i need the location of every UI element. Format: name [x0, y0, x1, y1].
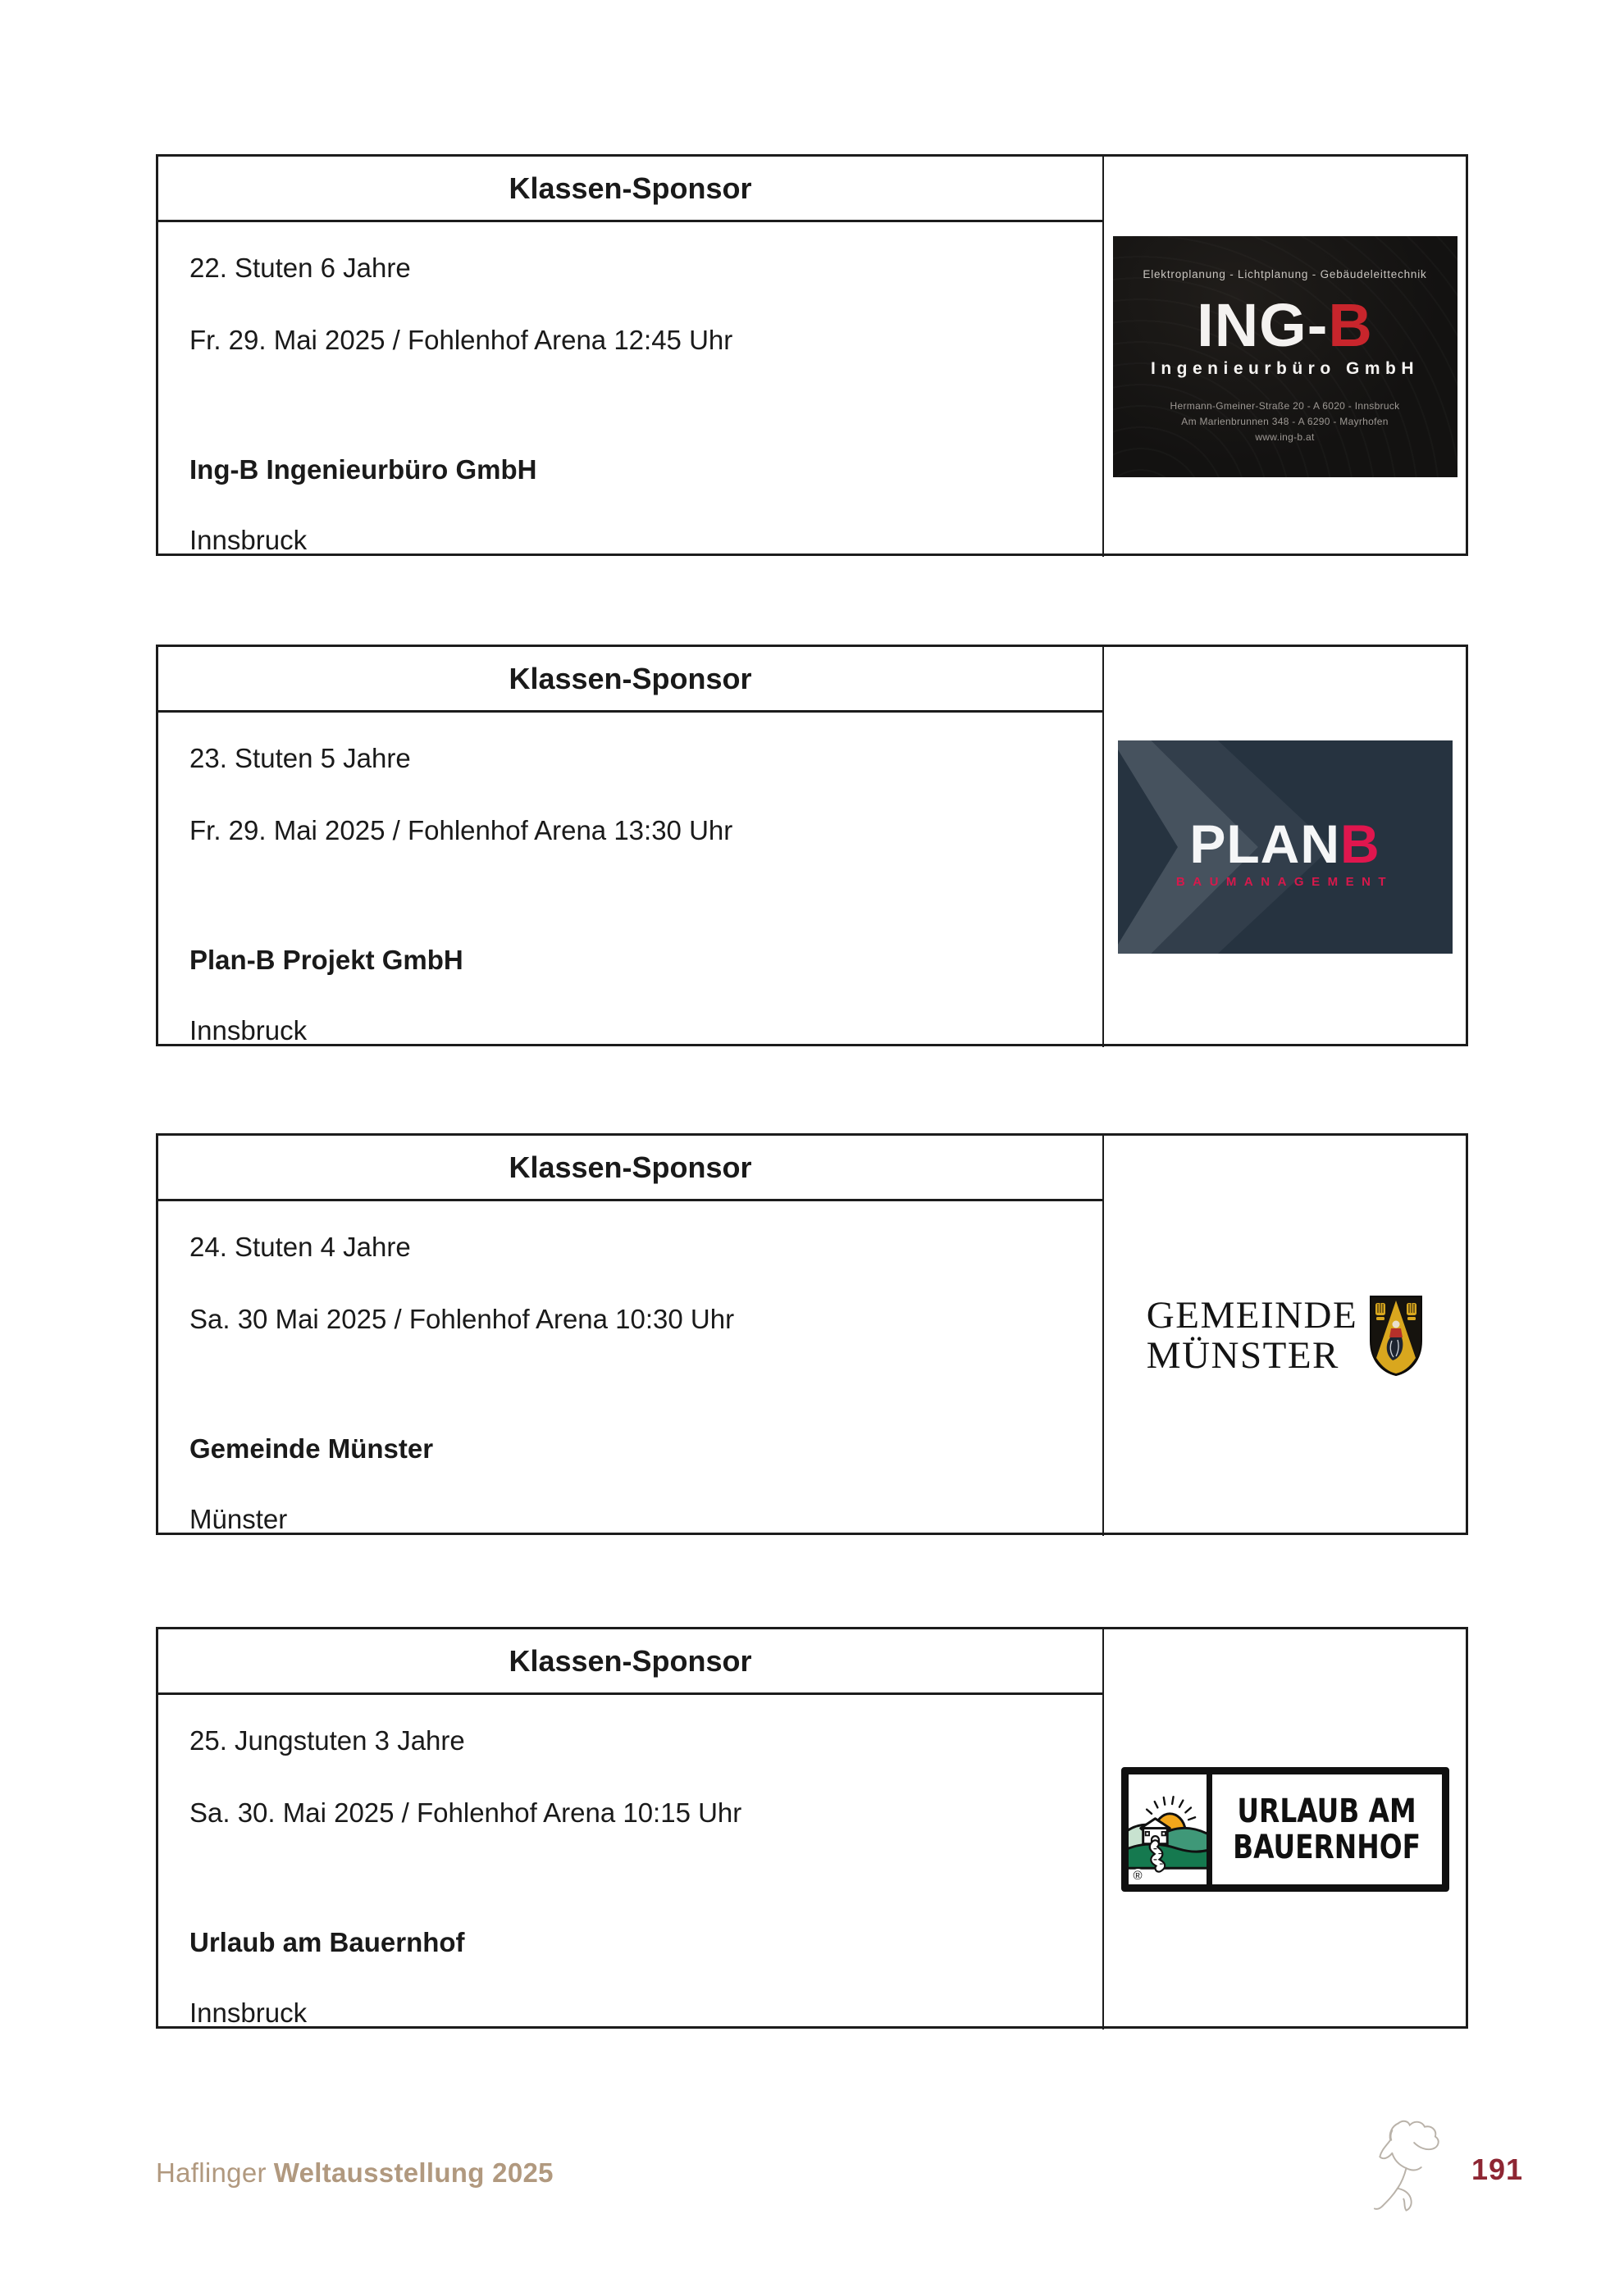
sponsor-city: Innsbruck — [189, 1015, 308, 1046]
urlaub-wordmark-line1: URLAUB AM — [1237, 1793, 1417, 1830]
table-header-label: Klassen-Sponsor — [509, 661, 752, 695]
ing-b-website: www.ing-b.at — [1255, 431, 1315, 444]
gemeinde-muenster-line2: MÜNSTER — [1146, 1334, 1339, 1377]
table-header-label: Klassen-Sponsor — [509, 1643, 752, 1678]
urlaub-am-bauernhof-logo — [1121, 1767, 1449, 1892]
plan-b-logo — [1118, 740, 1453, 954]
table-header-label: Klassen-Sponsor — [509, 171, 752, 205]
sponsor-logo-cell — [1104, 647, 1466, 1047]
page-number: 191 — [1471, 2152, 1524, 2186]
ing-b-tagline: Elektroplanung - Lichtplanung - Gebäudeleittechnik — [1143, 267, 1427, 280]
class-number-line: 25. Jungstuten 3 Jahre — [189, 1725, 465, 1756]
sponsor-city: Innsbruck — [189, 1998, 308, 2028]
schedule-line: Sa. 30. Mai 2025 / Fohlenhof Arena 10:15 Uhr — [189, 1797, 742, 1828]
table-header-label: Klassen-Sponsor — [509, 1150, 752, 1184]
class-number-line: 23. Stuten 5 Jahre — [189, 743, 411, 773]
gemeinde-muenster-logo — [1147, 1295, 1423, 1377]
sponsor-logo-cell — [1104, 1136, 1466, 1536]
urlaub-am-bauernhof-wordmark — [1234, 1774, 1421, 1884]
sponsor-name: Urlaub am Bauernhof — [189, 1927, 465, 1957]
schedule-line: Fr. 29. Mai 2025 / Fohlenhof Arena 12:45 Uhr — [189, 325, 733, 355]
gemeinde-muenster-wordmark — [1147, 1296, 1357, 1376]
ing-b-subtitle: Ingenieurbüro GmbH — [1151, 358, 1419, 378]
ing-b-wordmark-white: ING- — [1197, 290, 1329, 359]
klassen-sponsor-table-25 — [156, 1627, 1468, 2029]
schedule-line: Sa. 30 Mai 2025 / Fohlenhof Arena 10:30 Uhr — [189, 1304, 735, 1334]
sponsor-logo-cell — [1104, 1629, 1466, 2029]
sponsor-name: Plan-B Projekt GmbH — [189, 945, 463, 975]
footer-brand-bold: Weltausstellung 2025 — [273, 2157, 554, 2188]
sponsor-city: Innsbruck — [189, 525, 308, 555]
table-header-cell — [158, 1136, 1104, 1201]
farm-landscape-illustration — [1129, 1774, 1213, 1884]
table-header-cell — [158, 157, 1104, 222]
table-info-cell — [158, 1695, 1104, 2029]
table-info-cell — [158, 222, 1104, 557]
klassen-sponsor-table-23 — [156, 645, 1468, 1046]
class-number-line: 24. Stuten 4 Jahre — [189, 1232, 411, 1262]
sponsor-name: Ing-B Ingenieurbüro GmbH — [189, 454, 537, 485]
plan-b-wordmark — [1175, 813, 1394, 889]
klassen-sponsor-table-24 — [156, 1133, 1468, 1535]
footer-brand — [156, 2157, 554, 2189]
sponsor-logo-cell — [1104, 157, 1466, 557]
ing-b-wordmark-red: B — [1328, 290, 1373, 359]
ing-b-address-line2: Am Marienbrunnen 348 - A 6290 - Mayrhofen — [1181, 416, 1389, 428]
ing-b-wordmark — [1197, 290, 1373, 359]
sponsor-city: Münster — [189, 1504, 288, 1534]
footer-brand-light: Haflinger — [156, 2157, 267, 2188]
plan-b-subtitle: BAUMANAGEMENT — [1175, 875, 1394, 889]
sponsor-name: Gemeinde Münster — [189, 1433, 434, 1464]
plan-b-wordmark-red: B — [1339, 813, 1380, 874]
ing-b-logo — [1113, 236, 1457, 477]
table-header-cell — [158, 647, 1104, 713]
table-info-cell — [158, 1201, 1104, 1536]
gemeinde-muenster-line1: GEMEINDE — [1146, 1294, 1358, 1337]
horse-sketch-logo — [1368, 2118, 1457, 2215]
class-number-line: 22. Stuten 6 Jahre — [189, 253, 411, 283]
table-info-cell — [158, 713, 1104, 1047]
registered-trademark-symbol: ® — [1131, 1869, 1145, 1883]
muenster-coat-of-arms-icon — [1369, 1295, 1423, 1377]
ing-b-address-line1: Hermann-Gmeiner-Straße 20 - A 6020 - Innsbruck — [1170, 399, 1400, 412]
klassen-sponsor-table-22 — [156, 154, 1468, 556]
plan-b-wordmark-white: PLAN — [1189, 813, 1340, 874]
ing-b-address-block — [1170, 399, 1400, 446]
table-header-cell — [158, 1629, 1104, 1695]
urlaub-wordmark-line2: BAUERNHOF — [1233, 1829, 1421, 1866]
schedule-line: Fr. 29. Mai 2025 / Fohlenhof Arena 13:30 Uhr — [189, 815, 733, 845]
